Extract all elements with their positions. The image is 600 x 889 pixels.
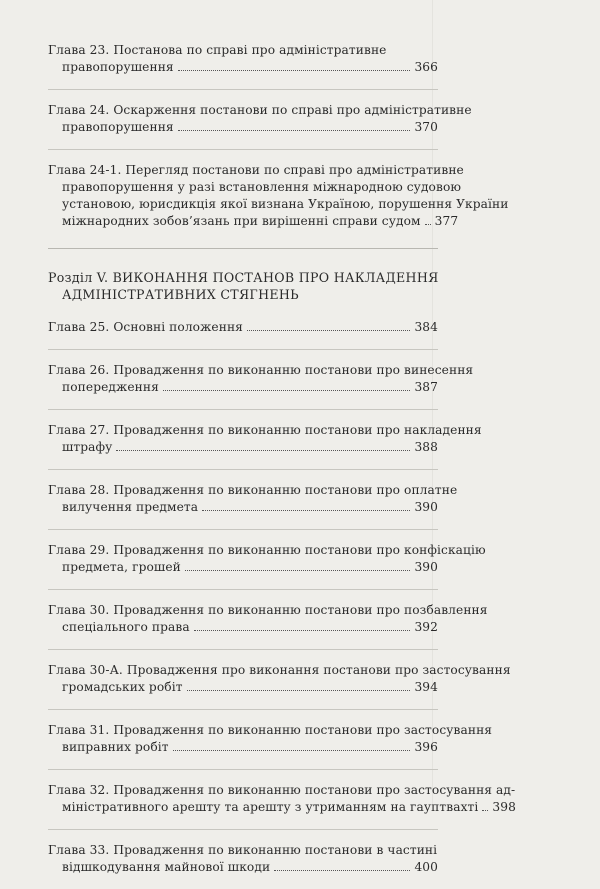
- page-number: 398: [492, 800, 516, 814]
- toc-entry-27[interactable]: Глава 27. Провадження по виконанню постанови про накладення штрафу 388: [48, 423, 482, 454]
- page-number: 384: [414, 320, 438, 334]
- divider: [48, 149, 438, 150]
- divider: [48, 649, 438, 650]
- toc-entry-23[interactable]: Глава 23. Постанова по справі про адміністративне правопорушення 366: [48, 43, 438, 74]
- page-number: 377: [434, 214, 459, 228]
- page-number: 387: [414, 380, 438, 394]
- page-number: 396: [414, 740, 438, 754]
- toc-entry-30-a[interactable]: Глава 30-А. Провадження про виконання постанови про застосування громадських робіт 394: [48, 663, 511, 694]
- divider: [48, 829, 438, 830]
- toc-entry-24-1[interactable]: Глава 24-1. Перегляд постанови по справі про адміністративне правопорушення у разі встановлення міжнародною судовою установою, юрисдикція якої визнана Україною, порушення України міжнародних зобов’язань при вирішенні справи судом 377: [48, 163, 509, 228]
- bleedthrough-heading: [450, 55, 459, 85]
- page-number: 388: [414, 440, 438, 454]
- toc-entry-30[interactable]: Глава 30. Провадження по виконанню постанови про позбавлення спеціального права 392: [48, 603, 488, 634]
- page-number: 390: [414, 560, 438, 574]
- page-number: 366: [414, 60, 438, 74]
- toc-entry-25[interactable]: Глава 25. Основні положення 384: [48, 320, 438, 334]
- divider: [48, 529, 438, 530]
- divider: [48, 89, 438, 90]
- toc-entry-33[interactable]: Глава 33. Провадження по виконанню постанови в частині відшкодування майнової шкоди 400: [48, 843, 438, 874]
- divider: [48, 409, 438, 410]
- page-number: 370: [414, 120, 438, 134]
- toc-entry-29[interactable]: Глава 29. Провадження по виконанню постанови про конфіскацію предмета, грошей 390: [48, 543, 486, 574]
- toc-entry-31[interactable]: Глава 31. Провадження по виконанню постанови про застосування виправних робіт 396: [48, 723, 493, 754]
- divider: [48, 769, 438, 770]
- page-number: 392: [414, 620, 438, 634]
- section-separator: [48, 248, 438, 249]
- toc-entry-24[interactable]: Глава 24. Оскарження постанови по справі про адміністративне правопорушення 370: [48, 103, 472, 134]
- page-number: 390: [414, 500, 438, 514]
- divider: [48, 589, 438, 590]
- page-number: 394: [414, 680, 438, 694]
- section-title: Розділ V. ВИКОНАННЯ ПОСТАНОВ ПРО НАКЛАДЕННЯ АДМІНІСТРАТИВНИХ СТЯГНЕНЬ: [48, 270, 439, 302]
- toc-entry-26[interactable]: Глава 26. Провадження по виконанню постанови про винесення попередження 387: [48, 363, 474, 394]
- toc-entry-28[interactable]: Глава 28. Провадження по виконанню постанови про оплатне вилучення предмета 390: [48, 483, 458, 514]
- divider: [48, 469, 438, 470]
- toc-entry-32[interactable]: Глава 32. Провадження по виконанню постанови про застосування ад- міністративного арешту та арешту з утриманням на гауптвахті 398: [48, 783, 516, 814]
- page-number: 400: [414, 860, 438, 874]
- table-of-contents: [48, 42, 516, 889]
- divider: [48, 349, 438, 350]
- divider: [48, 709, 438, 710]
